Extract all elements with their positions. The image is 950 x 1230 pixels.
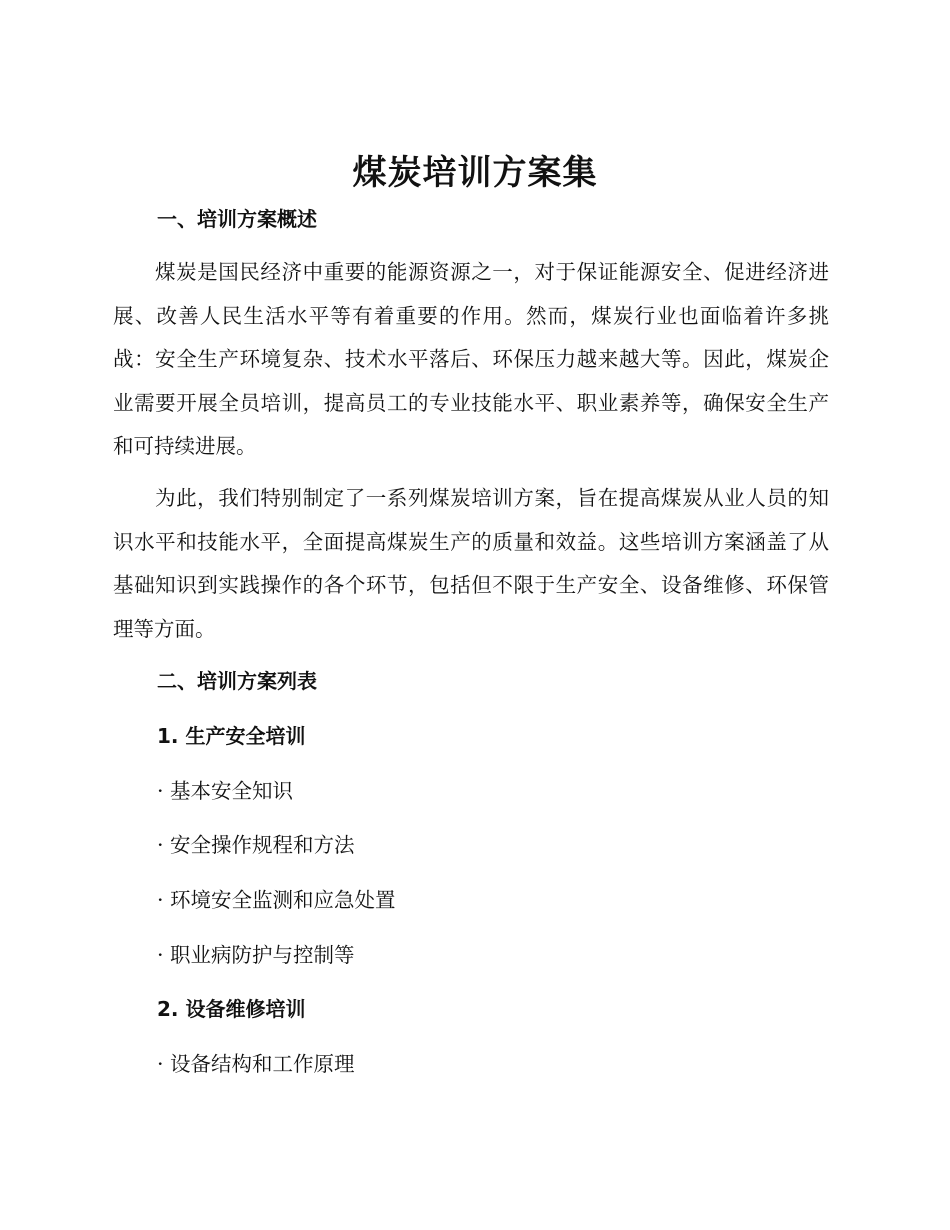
list-item: · 环境安全监测和应急处置 bbox=[157, 888, 396, 912]
plan-title-maintenance: 2. 设备维修培训 bbox=[157, 997, 306, 1021]
section-heading-overview: 一、培训方案概述 bbox=[157, 207, 317, 231]
overview-paragraph-1: 煤炭是国民经济中重要的能源资源之一，对于保证能源安全、促进经济进展、改善人民生活水平等有着重要的作用。然而，煤炭行业也面临着许多挑战：安全生产环境复杂、技术水平落后、环保压力越来越大等。因此，煤炭企业需要开展全员培训，提高员工的专业技能水平、职业素养等，确保安全生产和可持续进展。 bbox=[113, 260, 829, 458]
list-item: · 基本安全知识 bbox=[157, 779, 294, 803]
list-item: · 设备结构和工作原理 bbox=[157, 1052, 355, 1076]
plan-title-safety: 1. 生产安全培训 bbox=[157, 724, 306, 748]
section-heading-plan-list: 二、培训方案列表 bbox=[157, 669, 317, 693]
list-item: · 安全操作规程和方法 bbox=[157, 833, 355, 857]
list-item: · 职业病防护与控制等 bbox=[157, 943, 355, 967]
document-title: 煤炭培训方案集 bbox=[352, 153, 598, 193]
overview-paragraph-2: 为此，我们特别制定了一系列煤炭培训方案，旨在提高煤炭从业人员的知识水平和技能水平，全面提高煤炭生产的质量和效益。这些培训方案涵盖了从基础知识到实践操作的各个环节，包括但不限于生产安全、设备维修、环保管理等方面。 bbox=[113, 486, 829, 641]
